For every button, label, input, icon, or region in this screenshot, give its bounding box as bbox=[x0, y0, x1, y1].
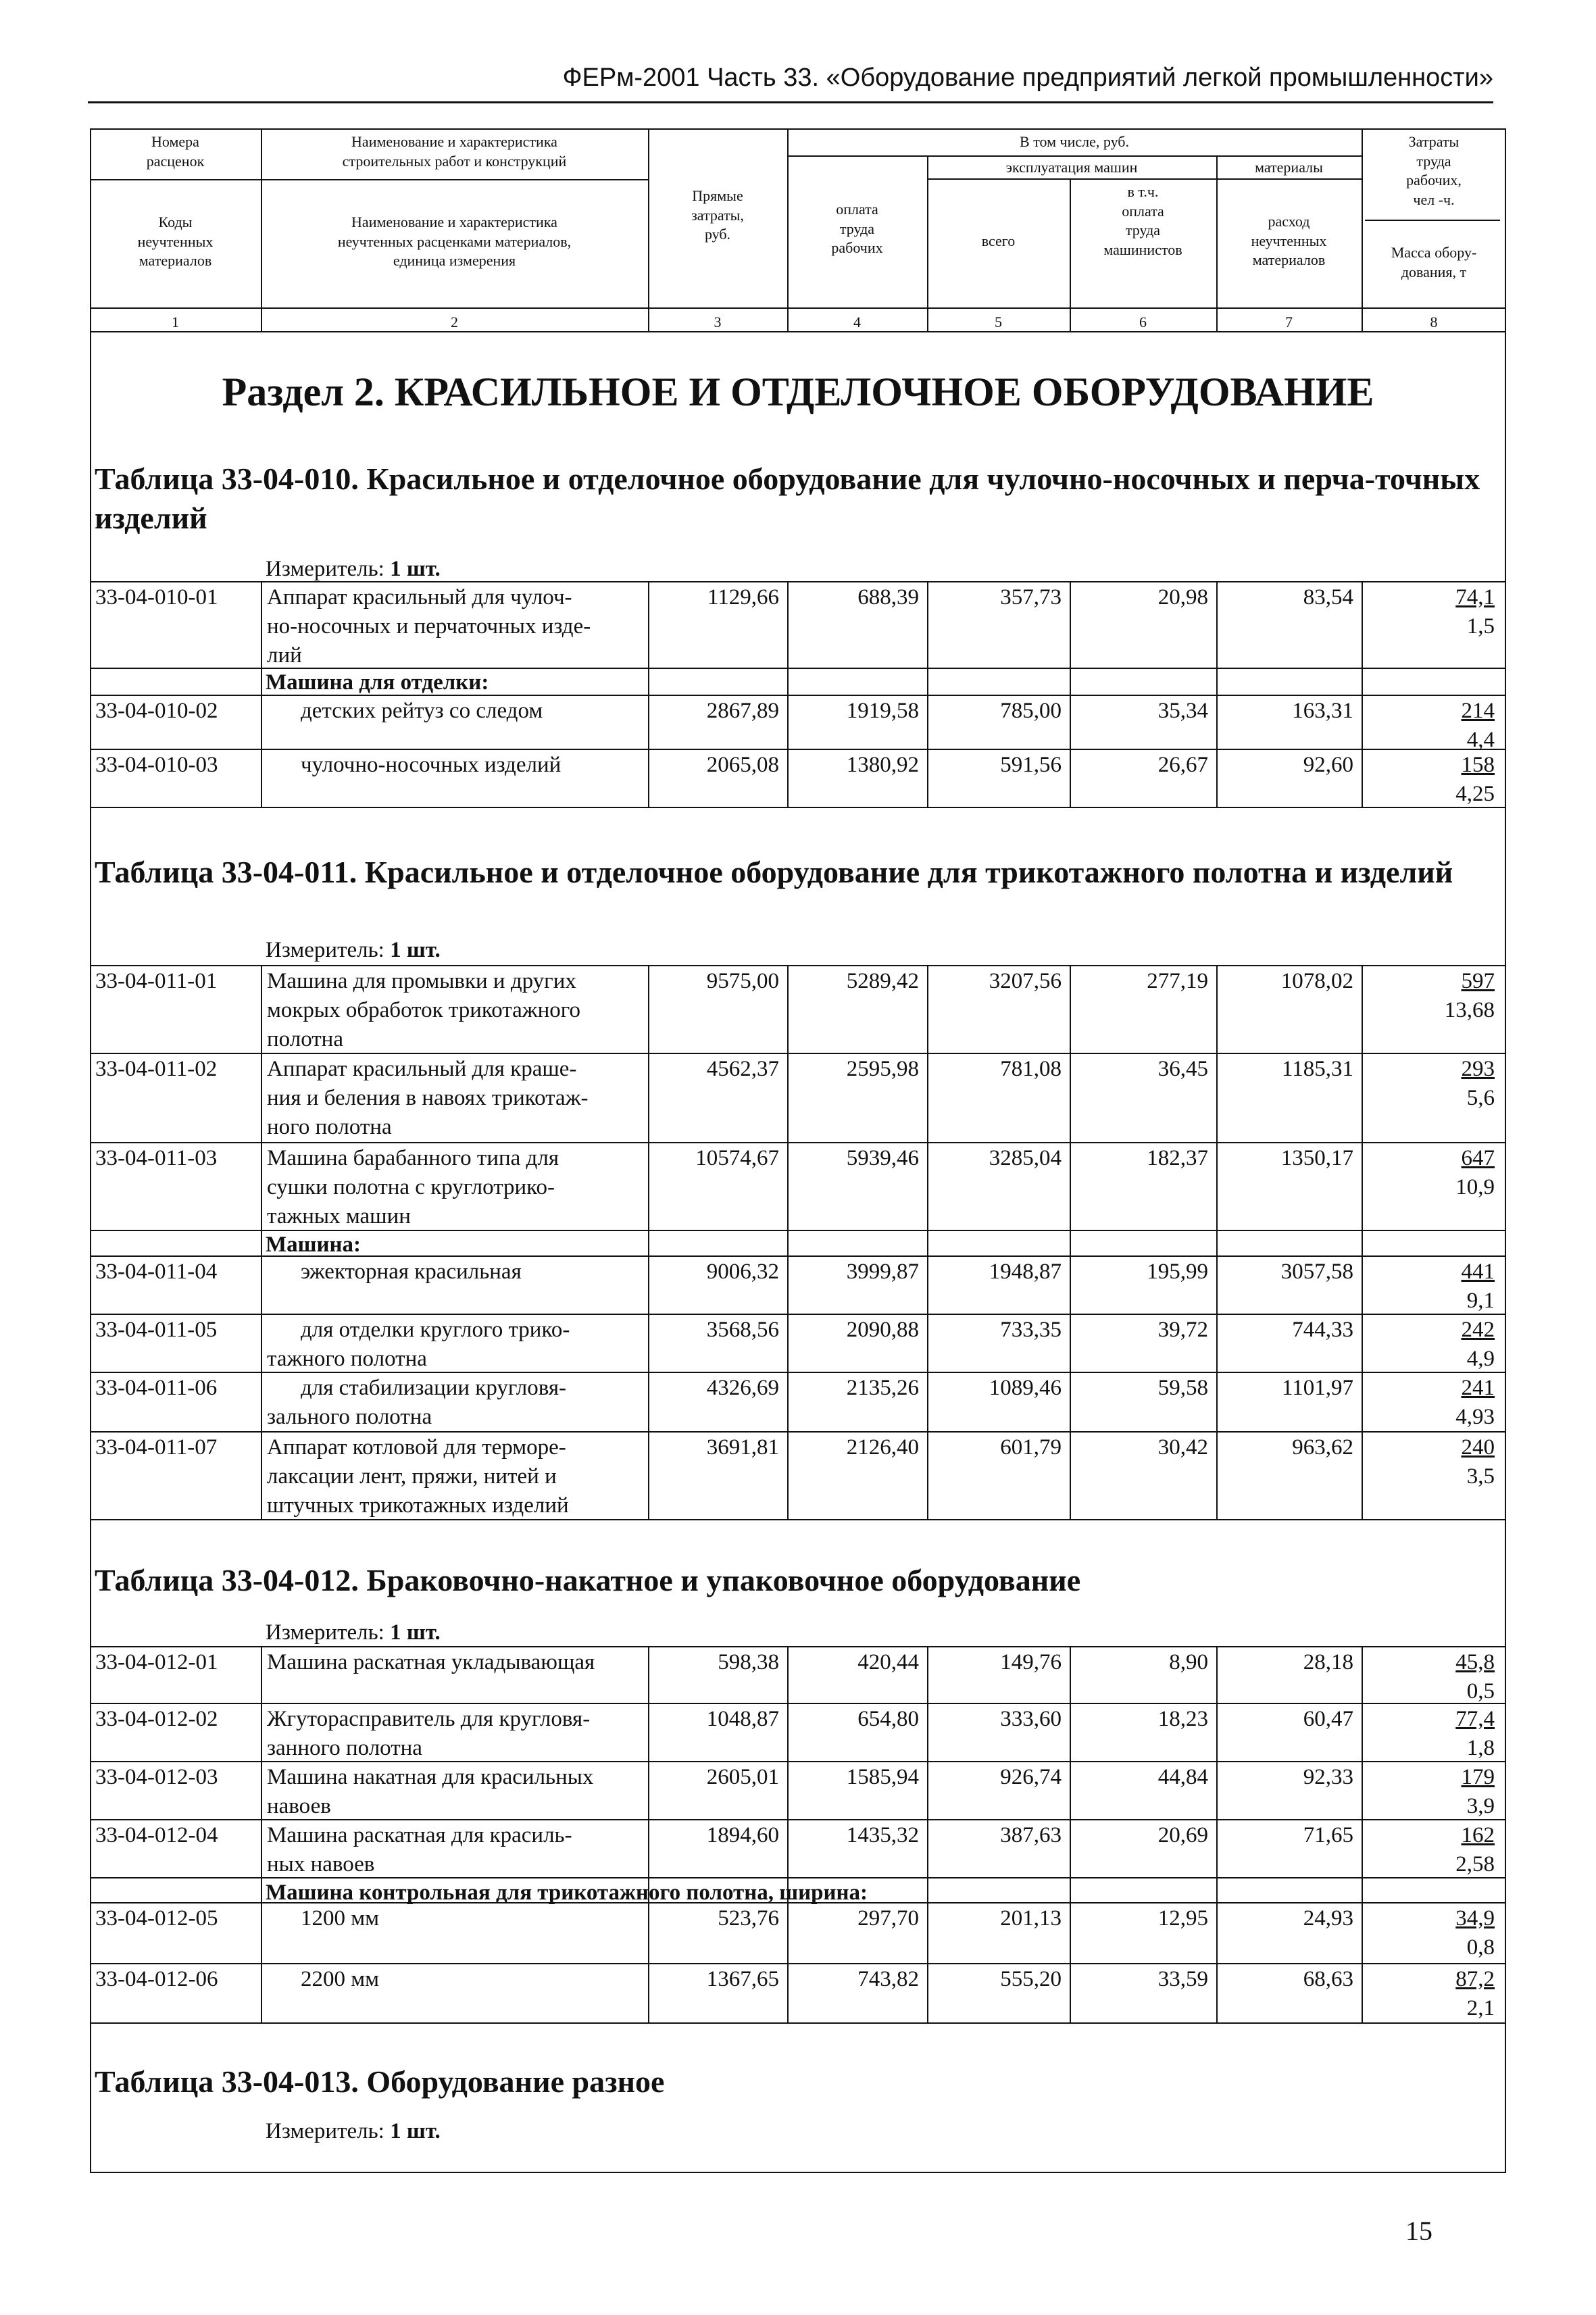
work-name-line: штучных трикотажных изделий bbox=[267, 1493, 569, 1518]
cost-value-c6: 12,95 bbox=[1157, 1906, 1208, 1931]
measure-value: 1 шт. bbox=[390, 938, 441, 962]
running-title: ФЕРм-2001 Часть 33. «Оборудование предприятий легкой промышленности» bbox=[562, 64, 1493, 92]
work-name-line: чулочно-носочных изделий bbox=[301, 753, 562, 777]
header-incl-rule bbox=[787, 155, 1362, 157]
header-col8-bottom: Масса обору- дования, т bbox=[1391, 244, 1477, 280]
cost-value-c6: 20,98 bbox=[1157, 585, 1208, 609]
page-number: 15 bbox=[1405, 2216, 1432, 2246]
header-col1-bottom: Коды неучтенных материалов bbox=[137, 214, 214, 270]
colnum-7: 7 bbox=[1285, 314, 1293, 330]
work-name-line: полотна bbox=[267, 1027, 343, 1051]
header-including: В том числе, руб. bbox=[1020, 133, 1129, 150]
cost-value-c7: 744,33 bbox=[1292, 1318, 1353, 1342]
cost-value-c7: 163,31 bbox=[1292, 699, 1353, 723]
cost-value-c7: 92,33 bbox=[1303, 1765, 1353, 1789]
table-rule bbox=[90, 1877, 1506, 1878]
measure-value: 1 шт. bbox=[390, 1620, 441, 1645]
colnum-5: 5 bbox=[995, 314, 1002, 330]
table-rule bbox=[90, 1142, 1506, 1143]
equipment-mass: 13,68 bbox=[1444, 998, 1495, 1022]
cost-value-c3: 1129,66 bbox=[707, 585, 779, 609]
work-name-line: Машина для промывки и других bbox=[267, 969, 576, 993]
rate-code: 33-04-011-07 bbox=[95, 1435, 218, 1460]
cost-value-c3: 9575,00 bbox=[706, 969, 779, 993]
header-col3: Прямые затраты, руб. bbox=[691, 187, 744, 243]
column-rule bbox=[648, 1646, 649, 2022]
work-name-line: тажного полотна bbox=[267, 1347, 427, 1371]
work-name-line: Машина накатная для красильных bbox=[267, 1765, 594, 1789]
work-name-line: лаксации лент, пряжи, нитей и bbox=[267, 1464, 557, 1489]
work-name-line: для стабилизации кругловя- bbox=[301, 1376, 567, 1400]
cost-value-c6: 20,69 bbox=[1157, 1823, 1208, 1847]
work-name-line: для отделки круглого трико- bbox=[301, 1318, 570, 1342]
colnum-4: 4 bbox=[853, 314, 861, 330]
cost-value-c7: 71,65 bbox=[1303, 1823, 1353, 1847]
group-label-machine: Машина: bbox=[266, 1233, 361, 1257]
cost-value-c4: 2595,98 bbox=[846, 1057, 919, 1081]
cost-value-c7: 83,54 bbox=[1303, 585, 1353, 609]
work-name-line: 2200 мм bbox=[301, 1967, 380, 1991]
header-rule bbox=[88, 101, 1493, 103]
cost-value-c3: 10574,67 bbox=[695, 1146, 779, 1170]
cost-value-c6: 182,37 bbox=[1147, 1146, 1208, 1170]
equipment-mass: 4,25 bbox=[1455, 782, 1495, 806]
work-name-line: ного полотна bbox=[267, 1115, 392, 1139]
cost-value-c5: 3207,56 bbox=[989, 969, 1062, 993]
cost-value-c5: 1089,46 bbox=[989, 1376, 1062, 1400]
labor-value: 45,8 bbox=[1455, 1650, 1495, 1674]
column-rule bbox=[1070, 581, 1071, 807]
work-name-line: сушки полотна с круглотрико- bbox=[267, 1175, 555, 1199]
cost-value-c5: 785,00 bbox=[1000, 699, 1062, 723]
cost-value-c3: 2065,08 bbox=[706, 753, 779, 777]
measure-013 bbox=[266, 2120, 441, 2143]
header-col5: всего bbox=[981, 232, 1016, 249]
rate-code: 33-04-011-04 bbox=[95, 1260, 218, 1284]
table-title-010: Таблица 33-04-010. Красильное и отделочное оборудование для чулочно-носочных и перча-точных изделий bbox=[95, 462, 1480, 535]
equipment-mass: 1,8 bbox=[1466, 1736, 1495, 1760]
colnum-1: 1 bbox=[172, 314, 179, 330]
colnum-3: 3 bbox=[714, 314, 722, 330]
labor-value: 441 bbox=[1461, 1260, 1495, 1284]
rate-code: 33-04-012-05 bbox=[95, 1906, 218, 1931]
cost-value-c6: 30,42 bbox=[1157, 1435, 1208, 1460]
work-name-line: Машина барабанного типа для bbox=[267, 1146, 559, 1170]
labor-value: 242 bbox=[1461, 1318, 1495, 1342]
cost-value-c7: 963,62 bbox=[1292, 1435, 1353, 1460]
column-rule bbox=[261, 581, 262, 807]
header-bottom-rule bbox=[90, 307, 1506, 309]
group-label-finishing-machine: Машина для отделки: bbox=[266, 670, 489, 695]
cost-value-c6: 18,23 bbox=[1157, 1707, 1208, 1731]
labor-value: 74,1 bbox=[1455, 585, 1495, 609]
work-name-line: Жгутораспрaвитель для кругловя- bbox=[267, 1707, 591, 1731]
table-rule bbox=[90, 1902, 1506, 1903]
column-rule bbox=[261, 965, 262, 1519]
table-rule bbox=[90, 2022, 1506, 2024]
cost-value-c7: 28,18 bbox=[1303, 1650, 1353, 1674]
table-rule bbox=[90, 581, 1506, 582]
cost-value-c3: 3691,81 bbox=[706, 1435, 779, 1460]
table-rule bbox=[90, 1431, 1506, 1433]
table-rule bbox=[90, 668, 1506, 669]
cost-value-c5: 733,35 bbox=[1000, 1318, 1062, 1342]
labor-value: 158 bbox=[1461, 753, 1495, 777]
cost-value-c3: 4562,37 bbox=[706, 1057, 779, 1081]
table-rule bbox=[90, 695, 1506, 696]
work-name-line: Аппарат красильный для чулоч- bbox=[267, 585, 572, 609]
column-rule bbox=[1070, 965, 1071, 1519]
table-title-013: Таблица 33-04-013. Оборудование разное bbox=[95, 2064, 665, 2099]
equipment-mass: 2,1 bbox=[1466, 1996, 1495, 2020]
column-rule bbox=[1362, 581, 1363, 807]
cost-value-c5: 333,60 bbox=[1000, 1707, 1062, 1731]
equipment-mass: 10,9 bbox=[1455, 1175, 1495, 1199]
equipment-mass: 2,58 bbox=[1455, 1852, 1495, 1876]
rate-code: 33-04-012-01 bbox=[95, 1650, 218, 1674]
cost-value-c7: 68,63 bbox=[1303, 1967, 1353, 1991]
cost-value-c4: 5939,46 bbox=[846, 1146, 919, 1170]
column-rule bbox=[1362, 965, 1363, 1519]
header-machines: эксплуатация машин bbox=[1005, 159, 1138, 176]
header-col7: расход неучтенных материалов bbox=[1251, 213, 1327, 269]
cost-value-c4: 2126,40 bbox=[846, 1435, 919, 1460]
rate-code: 33-04-010-03 bbox=[95, 753, 218, 777]
cost-value-c4: 1380,92 bbox=[846, 753, 919, 777]
work-name-line: Аппарат котловой для терморе- bbox=[267, 1435, 566, 1460]
header-materials: материалы bbox=[1255, 159, 1323, 176]
labor-value: 77,4 bbox=[1455, 1707, 1495, 1731]
cost-value-c6: 35,34 bbox=[1157, 699, 1208, 723]
work-name-line: ных навоев bbox=[267, 1852, 375, 1876]
rate-code: 33-04-012-06 bbox=[95, 1967, 218, 1991]
labor-value: 214 bbox=[1461, 699, 1495, 723]
table-title-011: Таблица 33-04-011. Красильное и отделочное оборудование для трикотажного полотна и изделий bbox=[95, 855, 1453, 889]
cost-value-c5: 601,79 bbox=[1000, 1435, 1062, 1460]
header-split-rule-left bbox=[90, 179, 648, 180]
cost-value-c3: 598,38 bbox=[718, 1650, 779, 1674]
work-name-line: эжекторная красильная bbox=[301, 1260, 522, 1284]
table-rule bbox=[90, 1963, 1506, 1964]
cost-value-c7: 1350,17 bbox=[1280, 1146, 1353, 1170]
work-name-line: детских рейтуз со следом bbox=[301, 699, 543, 723]
colnum-2: 2 bbox=[451, 314, 458, 330]
cost-value-c4: 743,82 bbox=[857, 1967, 919, 1991]
rate-code: 33-04-012-03 bbox=[95, 1765, 218, 1789]
column-rule bbox=[927, 965, 928, 1519]
cost-value-c4: 2135,26 bbox=[846, 1376, 919, 1400]
header-col8-top: Затраты труда рабочих, чел -ч. bbox=[1406, 133, 1462, 208]
cost-value-c3: 1048,87 bbox=[706, 1707, 779, 1731]
cost-value-c3: 2605,01 bbox=[706, 1765, 779, 1789]
table-rule bbox=[90, 1761, 1506, 1762]
measure-value: 1 шт. bbox=[390, 2119, 441, 2143]
cost-value-c5: 781,08 bbox=[1000, 1057, 1062, 1081]
work-name-line: но-носочных и перчаточных изде- bbox=[267, 614, 591, 639]
cost-value-c5: 926,74 bbox=[1000, 1765, 1062, 1789]
table-rule bbox=[90, 1314, 1506, 1315]
table-rule bbox=[90, 807, 1506, 808]
colnum-8: 8 bbox=[1430, 314, 1438, 330]
labor-value: 597 bbox=[1461, 969, 1495, 993]
cost-value-c5: 3285,04 bbox=[989, 1146, 1062, 1170]
cost-value-c3: 1367,65 bbox=[706, 1967, 779, 1991]
header-col2-top: Наименование и характеристика строительных работ и конструкций bbox=[342, 133, 567, 170]
cost-value-c5: 387,63 bbox=[1000, 1823, 1062, 1847]
work-name-line: зального полотна bbox=[267, 1405, 432, 1429]
cost-value-c7: 60,47 bbox=[1303, 1707, 1353, 1731]
cost-value-c4: 3999,87 bbox=[846, 1260, 919, 1284]
work-name-line: лий bbox=[267, 643, 302, 668]
table-title-012: Таблица 33-04-012. Браковочно-накатное и упаковочное оборудование bbox=[95, 1563, 1081, 1597]
equipment-mass: 5,6 bbox=[1466, 1086, 1495, 1110]
work-name-line: Машина раскатная укладывающая bbox=[267, 1650, 595, 1674]
cost-value-c3: 523,76 bbox=[718, 1906, 779, 1931]
table-rule bbox=[90, 1372, 1506, 1373]
header-col6: в т.ч. оплата труда машинистов bbox=[1103, 183, 1182, 258]
measure-label: Измеритель: bbox=[266, 938, 384, 962]
cost-value-c3: 3568,56 bbox=[706, 1318, 779, 1342]
rate-code: 33-04-011-03 bbox=[95, 1146, 218, 1170]
cost-value-c7: 1185,31 bbox=[1281, 1057, 1353, 1081]
labor-value: 87,2 bbox=[1455, 1967, 1495, 1991]
labor-value: 179 bbox=[1461, 1765, 1495, 1789]
work-name-line: тажных машин bbox=[267, 1204, 411, 1228]
cost-value-c6: 8,90 bbox=[1169, 1650, 1208, 1674]
cost-value-c6: 44,84 bbox=[1157, 1765, 1208, 1789]
cost-value-c6: 39,72 bbox=[1157, 1318, 1208, 1342]
work-name-line: Машина раскатная для красиль- bbox=[267, 1823, 572, 1847]
table-rule bbox=[90, 1519, 1506, 1520]
cost-value-c5: 1948,87 bbox=[989, 1260, 1062, 1284]
column-rule bbox=[1216, 1646, 1218, 2022]
table-rule bbox=[90, 1703, 1506, 1704]
measure-value: 1 шт. bbox=[390, 557, 441, 581]
cost-value-c4: 1585,94 bbox=[846, 1765, 919, 1789]
work-name-line: Аппарат красильный для краше- bbox=[267, 1057, 577, 1081]
header-col2-bottom: Наименование и характеристика неучтенных расценками материалов, единица измерения bbox=[337, 214, 572, 270]
cost-value-c6: 26,67 bbox=[1157, 753, 1208, 777]
rate-code: 33-04-010-01 bbox=[95, 585, 218, 609]
work-name-line: навоев bbox=[267, 1794, 331, 1818]
cost-value-c4: 654,80 bbox=[857, 1707, 919, 1731]
cost-value-c6: 277,19 bbox=[1147, 969, 1208, 993]
labor-value: 240 bbox=[1461, 1435, 1495, 1460]
cost-value-c6: 59,58 bbox=[1157, 1376, 1208, 1400]
measure-012 bbox=[266, 1622, 441, 1644]
column-rule bbox=[1216, 965, 1218, 1519]
cost-value-c7: 1078,02 bbox=[1280, 969, 1353, 993]
cost-value-c4: 688,39 bbox=[857, 585, 919, 609]
work-name-line: занного полотна bbox=[267, 1736, 422, 1760]
measure-label: Измеритель: bbox=[266, 1620, 384, 1645]
header-col1-top: Номера расценок bbox=[146, 133, 205, 170]
column-rule bbox=[787, 965, 789, 1519]
column-rule bbox=[648, 965, 649, 1519]
table-rule bbox=[90, 1053, 1506, 1054]
measure-011 bbox=[266, 939, 441, 962]
column-rule bbox=[261, 1646, 262, 2022]
measure-010 bbox=[266, 558, 441, 580]
header-col4: оплата труда рабочих bbox=[831, 201, 883, 257]
cost-value-c3: 1894,60 bbox=[706, 1823, 779, 1847]
cost-value-c6: 33,59 bbox=[1157, 1967, 1208, 1991]
equipment-mass: 0,8 bbox=[1466, 1935, 1495, 1960]
cost-value-c6: 195,99 bbox=[1147, 1260, 1208, 1284]
table-rule bbox=[90, 965, 1506, 966]
cost-value-c5: 149,76 bbox=[1000, 1650, 1062, 1674]
measure-label: Измеритель: bbox=[266, 2119, 384, 2143]
column-rule bbox=[1362, 1646, 1363, 2022]
rate-code: 33-04-011-01 bbox=[95, 969, 218, 993]
cost-value-c4: 1435,32 bbox=[846, 1823, 919, 1847]
cost-value-c5: 357,73 bbox=[1000, 585, 1062, 609]
cost-value-c5: 201,13 bbox=[1000, 1906, 1062, 1931]
equipment-mass: 4,9 bbox=[1466, 1347, 1495, 1371]
equipment-mass: 1,5 bbox=[1466, 614, 1495, 639]
cost-value-c5: 555,20 bbox=[1000, 1967, 1062, 1991]
cost-value-c3: 9006,32 bbox=[706, 1260, 779, 1284]
column-rule bbox=[1216, 581, 1218, 807]
table-rule bbox=[90, 1230, 1506, 1231]
header-col8-split-rule bbox=[1365, 220, 1500, 221]
work-name-line: ния и беления в навоях трикотаж- bbox=[267, 1086, 589, 1110]
cost-value-c4: 1919,58 bbox=[846, 699, 919, 723]
cost-value-c4: 420,44 bbox=[857, 1650, 919, 1674]
labor-value: 647 bbox=[1461, 1146, 1495, 1170]
rate-code: 33-04-012-04 bbox=[95, 1823, 218, 1847]
equipment-mass: 3,5 bbox=[1466, 1464, 1495, 1489]
table-rule bbox=[90, 1255, 1506, 1257]
cost-value-c4: 5289,42 bbox=[846, 969, 919, 993]
colnum-6: 6 bbox=[1139, 314, 1147, 330]
labor-value: 162 bbox=[1461, 1823, 1495, 1847]
rate-code: 33-04-012-02 bbox=[95, 1707, 218, 1731]
column-rule bbox=[1070, 1646, 1071, 2022]
measure-label: Измеритель: bbox=[266, 557, 384, 581]
cost-value-c4: 297,70 bbox=[857, 1906, 919, 1931]
cost-value-c6: 36,45 bbox=[1157, 1057, 1208, 1081]
cost-value-c7: 3057,58 bbox=[1280, 1260, 1353, 1284]
cost-value-c7: 92,60 bbox=[1303, 753, 1353, 777]
rate-code: 33-04-010-02 bbox=[95, 699, 218, 723]
table-rule bbox=[90, 749, 1506, 750]
labor-value: 241 bbox=[1461, 1376, 1495, 1400]
equipment-mass: 0,5 bbox=[1466, 1679, 1495, 1703]
work-name-line: мокрых обработок трикотажного bbox=[267, 998, 580, 1022]
equipment-mass: 3,9 bbox=[1466, 1794, 1495, 1818]
cost-value-c7: 24,93 bbox=[1303, 1906, 1353, 1931]
section-title: Раздел 2. КРАСИЛЬНОЕ И ОТДЕЛОЧНОЕ ОБОРУДОВАНИЕ bbox=[222, 370, 1374, 414]
table-rule bbox=[90, 1819, 1506, 1820]
cost-value-c3: 4326,69 bbox=[706, 1376, 779, 1400]
cost-value-c3: 2867,89 bbox=[706, 699, 779, 723]
cost-value-c5: 591,56 bbox=[1000, 753, 1062, 777]
labor-value: 34,9 bbox=[1455, 1906, 1495, 1931]
column-rule bbox=[927, 581, 928, 807]
equipment-mass: 9,1 bbox=[1466, 1289, 1495, 1313]
column-rule bbox=[787, 1646, 789, 2022]
rate-code: 33-04-011-06 bbox=[95, 1376, 218, 1400]
cost-value-c4: 2090,88 bbox=[846, 1318, 919, 1342]
labor-value: 293 bbox=[1461, 1057, 1495, 1081]
rate-code: 33-04-011-02 bbox=[95, 1057, 218, 1081]
equipment-mass: 4,4 bbox=[1466, 728, 1495, 752]
column-rule bbox=[927, 1646, 928, 2022]
table-rule bbox=[90, 1646, 1506, 1647]
rate-code: 33-04-011-05 bbox=[95, 1318, 218, 1342]
equipment-mass: 4,93 bbox=[1455, 1405, 1495, 1429]
group-label-control-machine: Машина контрольная для трикотажного полотна, ширина: bbox=[266, 1881, 868, 1905]
header-group-rule bbox=[927, 178, 1362, 180]
cost-value-c7: 1101,97 bbox=[1281, 1376, 1353, 1400]
work-name-line: 1200 мм bbox=[301, 1906, 380, 1931]
column-rule bbox=[787, 581, 789, 807]
column-rule bbox=[648, 581, 649, 807]
